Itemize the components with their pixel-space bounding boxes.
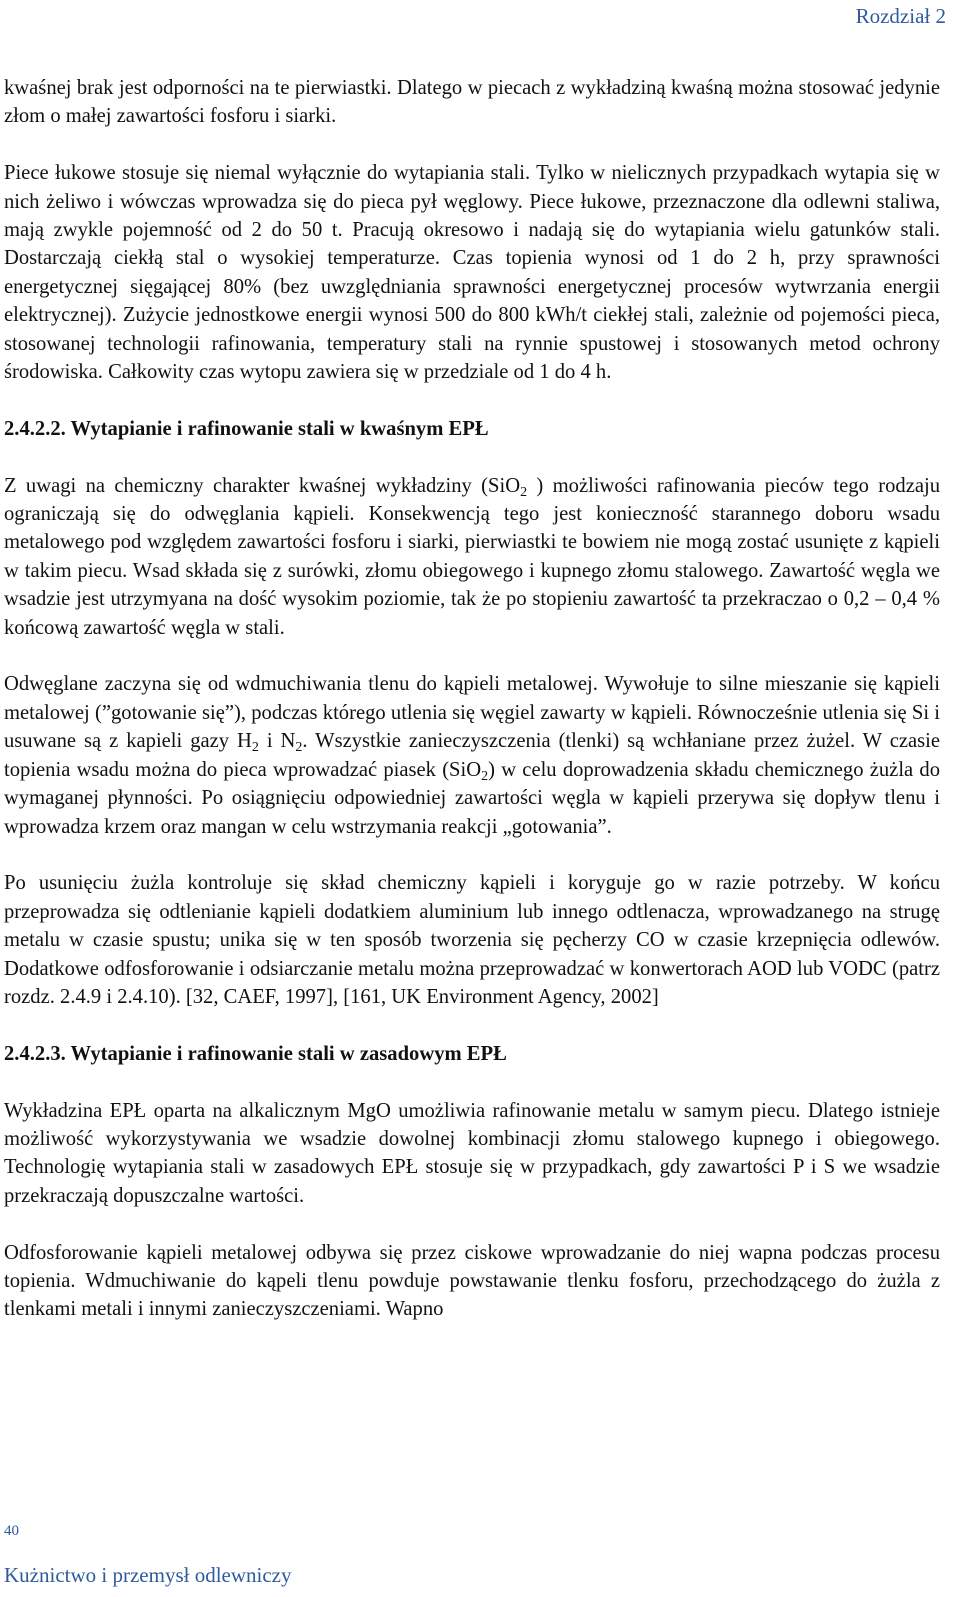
paragraph-7: Odfosforowanie kąpieli metalowej odbywa się przez ciskowe wprowadzanie do niej wapna podczas procesu topienia. Wdmuchiwanie do kąpeli tlenu powduje powstawanie tlenku fosforu, przechodzącego do żużla z tlenkami metali i innymi zanieczyszczeniami. Wapno [4, 1241, 940, 1321]
paragraph-2: Piece łukowe stosuje się niemal wyłącznie do wytapiania stali. Tylko w nielicznych przypadkach wytapia się w nich żeliwo i wówczas wprowadza się do pieca pył węglowy. Piece łukowe, przeznaczone dla odlewni staliwa, mają zwykle pojemność od 2 do 50 t. Pracują okresowo i nadają się do wytapiania wielu gatunków stali. Dostarczają ciekłą stal o wysokiej temperaturze. Czas topienia wynosi od 1 do 2 h, przy sprawności energetycznej sięgającej 80% (bez uwzględniania sprawności energetycznej procesów wytwrzania energii elektrycznej). Zużycie jednostkowe energii wynosi 500 do 800 kWh/t ciekłej stali, zależnie od pojemości pieca, stosowanej technologii rafinowania, temperatury stali na rynnie spustowej i stosowanych metod ochrony środowiska. Całkowity czas wytopu zawiera się w przedziale od 1 do 4 h. [4, 162, 940, 384]
paragraph-3: Z uwagi na chemiczny charakter kwaśnej wykładziny (SiO$_2$ ) możliwości rafinowania pieców tego rodzaju ograniczają się do odwęglania kąpieli. Konsekwencją tego jest konieczność starannego doboru wsadu metalowego pod względem zawartości fosforu i siarki, pierwiastki te bowiem nie mogą zostać usunięte z kąpieli w takim piecu. Wsad składa się z surówki, złomu obiegowego i kupnego złomu stalowego. Zawartość węgla we wsadzie jest utrzymyana na dość wysokim poziomie, tak że po stopieniu zawartość ta przekraczao o 0,2 – 0,4 % końcową zawartość węgla w stali. [4, 474, 940, 639]
paragraph-4: Odwęglane zaczyna się od wdmuchiwania tlenu do kąpieli metalowej. Wywołuje to silne mieszanie się kąpieli metalowej (”gotowanie się”), podczas którego utlenia się węgiel zawarty w kąpieli. Równocześnie utlenia się Si i usuwane są z kapieli gazy $H_2$ i $N_2$. Wszystkie zanieczyszczenia (tlenki) są wchłaniane przez żużel. W czasie topienia wsadu można do pieca wprowadzać piasek (SiO$_2$) w celu doprowadzenia składu chemicznego żużla do wymaganej płynności. Po osiągnięciu odpowiedniej zawartości węgla w kąpieli przerywa się dopływ tlenu i wprowadza krzem oraz mangan w celu wstrzymania reakcji „gotowania”. [4, 673, 941, 838]
section-heading-2-4-2-3: 2.4.2.3. Wytapianie i rafinowanie stali w zasadowym EPŁ [4, 1042, 507, 1065]
document-body [4, 74, 940, 1324]
section-heading-2-4-2-2: 2.4.2.2. Wytapianie i rafinowanie stali w kwaśnym EPŁ [4, 417, 489, 440]
page-number: 40 [4, 1523, 19, 1539]
chapter-header: Rozdział 2 [855, 4, 946, 28]
footer-title: Kużnictwo i przemysł odlewniczy [4, 1563, 292, 1587]
paragraph-5: Po usunięciu żużla kontroluje się skład chemiczny kąpieli i koryguje go w razie potrzeby. W końcu przeprowadza się odtlenianie kąpieli dodatkiem aluminium lub innego odtlenacza, wprowadzanego na strugę metalu w czasie spustu; unika się w ten sposób tworzenia się pęcherzy CO w czasie krzepnięcia odlewów. Dodatkowe odfosforowanie i odsiarczanie metalu można przeprowadzać w konwertorach AOD lub VODC (patrz rozdz. 2.4.9 i 2.4.10). [32, CAEF, 1997], [161, UK Environment Agency, 2002] [4, 872, 940, 1008]
paragraph-1: kwaśnej brak jest odporności na te pierwiastki. Dlatego w piecach z wykładziną kwaśną można stosować jedynie złom o małej zawartości fosforu i siarki. [4, 77, 940, 128]
paragraph-6: Wykładzina EPŁ oparta na alkalicznym MgO umożliwia rafinowanie metalu w samym piecu. Dlatego istnieje możliwość wykorzystywania we wsadzie dowolnej kombinacji złomu stalowego kupnego i obiegowego. Technologię wytapiania stali w zasadowych EPŁ stosuje się w przypadkach, gdy zawartości P i S we wsadzie przekraczają dopuszczalne wartości. [4, 1099, 940, 1207]
